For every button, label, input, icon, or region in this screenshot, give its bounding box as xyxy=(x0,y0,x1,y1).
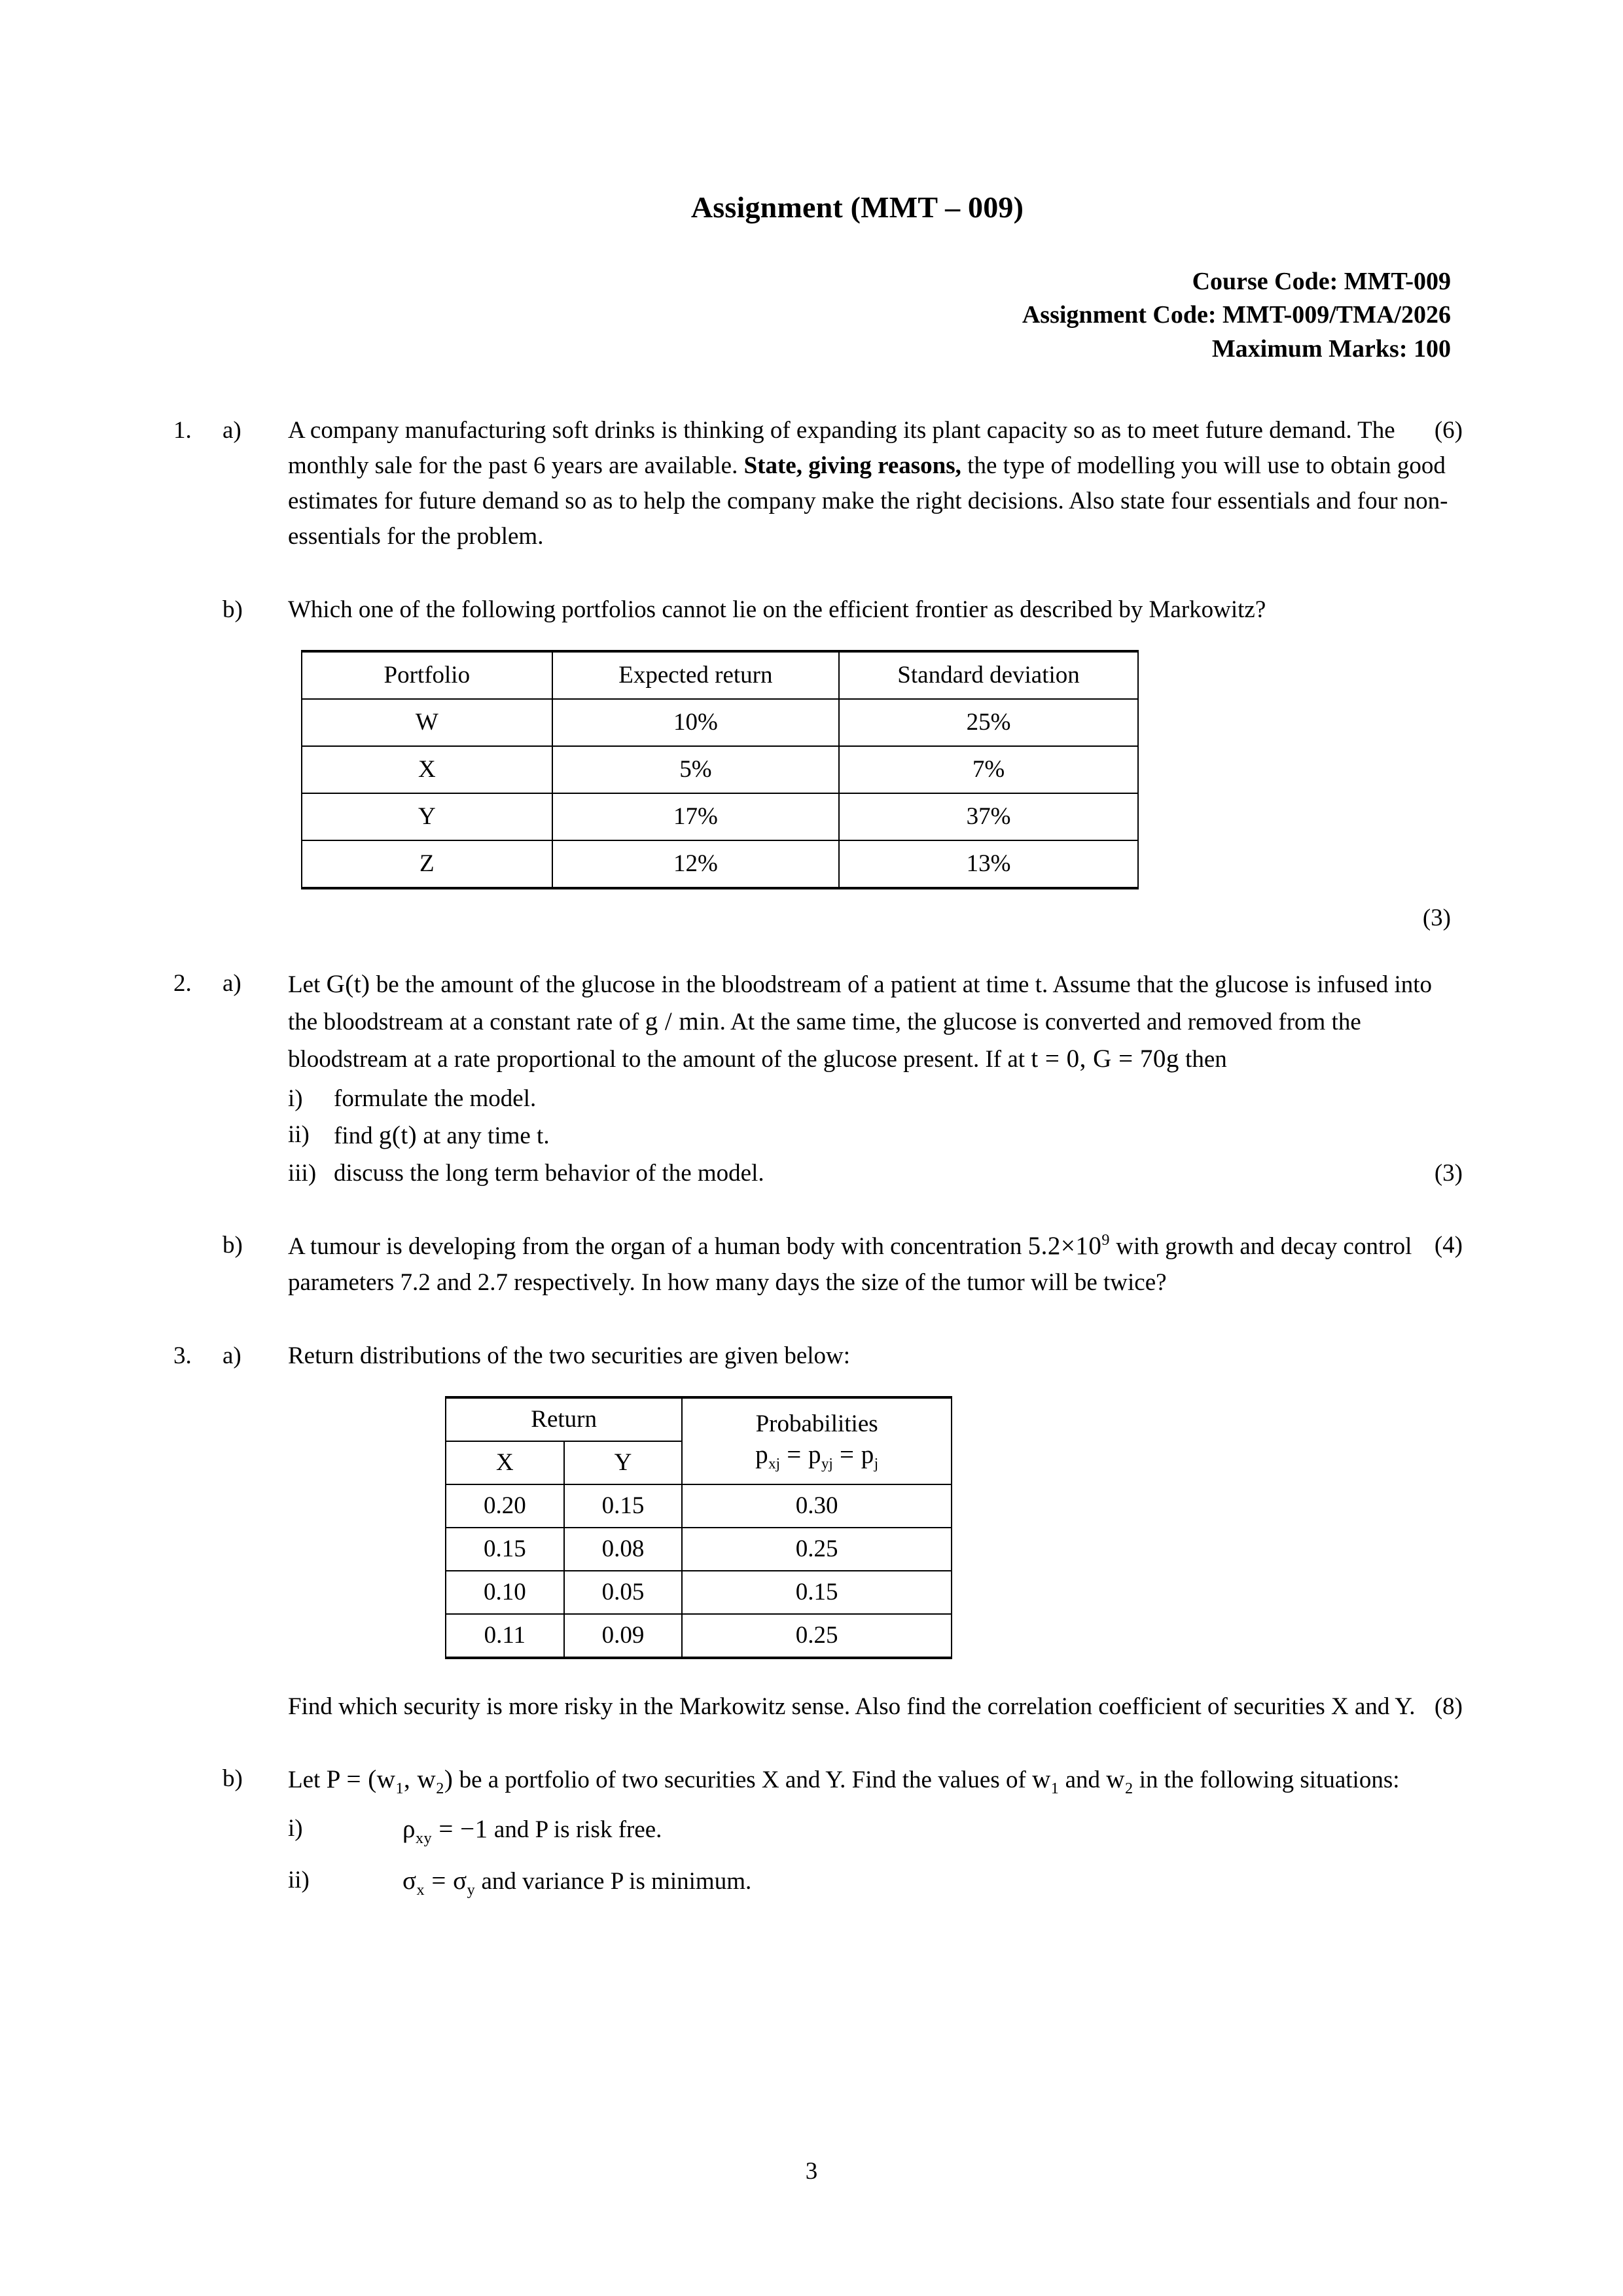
table-header-row xyxy=(302,651,1138,699)
cell-portfolio: X xyxy=(302,746,552,793)
math-sigma-y-subscript: y xyxy=(467,1881,476,1899)
table-row xyxy=(446,1528,952,1571)
math-g-of-t: g(t) xyxy=(378,1121,418,1150)
cell-return-x: 0.10 xyxy=(446,1571,564,1614)
question-letter: b) xyxy=(223,596,243,623)
cell-standard-deviation: 13% xyxy=(839,840,1138,888)
question-text-part-1: Let xyxy=(288,1767,327,1794)
table-row xyxy=(302,746,1138,793)
table-group-header-row xyxy=(446,1397,952,1441)
cell-portfolio: Z xyxy=(302,840,552,888)
page-number: 3 xyxy=(805,2158,818,2185)
question-text xyxy=(288,592,1463,628)
portfolio-table-wrapper xyxy=(173,650,1463,932)
course-code: Course Code: MMT-009 xyxy=(1192,268,1451,295)
question-text-part-3: and xyxy=(1059,1767,1107,1794)
math-sigma-y-symbol: = σ xyxy=(425,1867,467,1895)
math-rho-symbol: ρ xyxy=(402,1815,416,1844)
sub-item-label: i) xyxy=(288,1085,303,1112)
table-row xyxy=(446,1571,952,1614)
math-rho-subscript: xy xyxy=(415,1829,433,1848)
prob-formula-sub-j: j xyxy=(874,1455,879,1472)
sub-item-text xyxy=(402,1862,1463,1902)
question-3b xyxy=(173,1761,1463,1902)
question-letter: b) xyxy=(223,1232,243,1259)
cell-standard-deviation: 25% xyxy=(839,699,1138,746)
cell-portfolio: Y xyxy=(302,793,552,840)
cell-expected-return: 5% xyxy=(552,746,839,793)
cell-return-x: 0.20 xyxy=(446,1484,564,1528)
math-w2-sub: 2 xyxy=(1124,1780,1133,1798)
sub-item-list xyxy=(288,1810,1463,1902)
cell-portfolio: W xyxy=(302,699,552,746)
question-number: 2. xyxy=(173,969,192,997)
sub-item-i xyxy=(288,1810,1463,1850)
assignment-meta xyxy=(173,265,1463,366)
page-content xyxy=(173,190,1463,1903)
math-concentration xyxy=(1028,1232,1110,1260)
sub-item-label: ii) xyxy=(288,1121,310,1149)
sub-item-text-post: at any time t. xyxy=(417,1122,550,1150)
math-sigma-equality xyxy=(402,1867,476,1899)
sub-item-i xyxy=(288,1081,1463,1117)
sub-item-list xyxy=(288,1081,1463,1192)
cell-return-x: 0.15 xyxy=(446,1528,564,1571)
sub-item-text-body: and P is risk free. xyxy=(488,1816,662,1844)
column-header-probabilities-label: Probabilities xyxy=(755,1410,878,1438)
question-text-body: Find which security is more risky in the Markowitz sense. Also find the correlation coefficient of securities X and Y. xyxy=(288,1693,1416,1721)
marks-value: (8) xyxy=(1434,1693,1463,1721)
column-header-expected-return: Expected return xyxy=(552,651,839,699)
sub-item-label: ii) xyxy=(288,1867,310,1894)
table-row xyxy=(302,793,1138,840)
column-header-standard-deviation: Standard deviation xyxy=(839,651,1138,699)
cell-return-x: 0.11 xyxy=(446,1614,564,1658)
math-P-open: P = (w xyxy=(326,1765,396,1794)
question-text xyxy=(288,1228,1463,1300)
question-letter: b) xyxy=(223,1765,243,1793)
cell-standard-deviation: 37% xyxy=(839,793,1138,840)
math-w1-base: w xyxy=(1032,1765,1051,1794)
question-text-part-3: . At the same time, the glucose is converted and removed from the bloodstream at a rate proportional to the amount of the glucose present. If at xyxy=(288,1008,1361,1073)
math-w2-base: w xyxy=(1106,1765,1125,1794)
column-header-probabilities xyxy=(682,1397,952,1484)
math-w2-subscript: 2 xyxy=(436,1780,444,1798)
question-letter: a) xyxy=(223,416,241,444)
sub-item-text: formulate the model. xyxy=(334,1085,537,1112)
probability-formula xyxy=(689,1439,944,1473)
sub-item-label: iii) xyxy=(288,1159,317,1187)
sub-item-text-body: discuss the long term behavior of the model. xyxy=(334,1159,764,1187)
math-portfolio-def xyxy=(326,1765,454,1798)
math-g-per-min: g / min xyxy=(645,1007,720,1035)
math-w1-subscript: 1 xyxy=(395,1780,404,1798)
assignment-code: Assignment Code: MMT-009/TMA/2026 xyxy=(1022,301,1451,329)
question-text-part-2: with growth and decay control parameters 7.2 and 2.7 respectively. In how many days the size of the tumor will be twice? xyxy=(288,1233,1412,1297)
sub-item-label: i) xyxy=(288,1815,303,1842)
sub-item-text xyxy=(402,1810,1463,1850)
question-text xyxy=(288,413,1463,554)
column-header-portfolio: Portfolio xyxy=(302,651,552,699)
math-w1 xyxy=(1032,1765,1060,1798)
cell-return-y: 0.15 xyxy=(564,1484,683,1528)
marks-value: (6) xyxy=(1434,416,1463,444)
math-sigma-x-symbol: σ xyxy=(402,1867,417,1895)
question-text-part-4: in the following situations: xyxy=(1133,1767,1400,1794)
question-letter: a) xyxy=(223,1342,241,1370)
question-3a-continued xyxy=(173,1689,1463,1725)
question-text-emphasis: State, giving reasons, xyxy=(743,452,961,479)
math-close-paren: ) xyxy=(444,1765,454,1794)
marks-value: (3) xyxy=(1422,904,1451,931)
cell-probability: 0.25 xyxy=(682,1528,952,1571)
question-text-part-1: Let xyxy=(288,971,327,998)
return-table-wrapper xyxy=(173,1396,1463,1659)
sub-item-text xyxy=(334,1155,1463,1192)
column-header-y: Y xyxy=(564,1441,683,1484)
sub-item-iii xyxy=(288,1155,1463,1192)
question-number: 3. xyxy=(173,1342,192,1370)
prob-formula-p1: p xyxy=(755,1441,769,1469)
question-1a xyxy=(173,413,1463,554)
question-text-part-2: be the amount of the glucose in the bloodstream of a patient at time t. Assume that the glucose is infused into the bloodstream at a constant rate of xyxy=(288,971,1433,1035)
math-rho-xy xyxy=(402,1815,488,1848)
table-row xyxy=(302,840,1138,888)
question-2a xyxy=(173,966,1463,1191)
question-2b xyxy=(173,1228,1463,1300)
table-row xyxy=(302,699,1138,746)
question-text-body: Which one of the following portfolios cannot lie on the efficient frontier as described by Markowitz? xyxy=(288,596,1266,623)
table-row xyxy=(446,1614,952,1658)
sub-item-ii xyxy=(288,1117,1463,1155)
question-text xyxy=(288,1761,1463,1902)
math-w2 xyxy=(1106,1765,1133,1798)
math-w1-sub: 1 xyxy=(1050,1780,1060,1798)
sub-item-text xyxy=(334,1117,1463,1155)
table-row xyxy=(446,1484,952,1528)
math-G-of-t: G(t) xyxy=(326,969,370,998)
question-text-body: Return distributions of the two securities are given below: xyxy=(288,1342,851,1370)
math-concentration-base: 5.2×10 xyxy=(1027,1232,1102,1261)
marks-value: (3) xyxy=(1434,1159,1463,1187)
sub-item-ii xyxy=(288,1862,1463,1902)
page-title: Assignment (MMT – 009) xyxy=(690,190,1024,224)
prob-formula-eq2: = p xyxy=(832,1441,874,1469)
return-distribution-table xyxy=(445,1396,952,1659)
math-exponent: 9 xyxy=(1101,1231,1111,1249)
sub-item-text-body: and variance P is minimum. xyxy=(475,1868,752,1895)
column-header-x: X xyxy=(446,1441,564,1484)
math-sigma-x-subscript: x xyxy=(416,1881,425,1899)
column-header-return: Return xyxy=(446,1397,682,1441)
math-mid: , w xyxy=(404,1765,437,1794)
math-rho-value: = −1 xyxy=(432,1815,488,1844)
cell-expected-return: 10% xyxy=(552,699,839,746)
question-letter: a) xyxy=(223,969,241,997)
question-text-part-1: A company manufacturing soft drinks is thinking of expanding its plant capacity so as to meet future demand. The monthly sale for the past 6 years are available. xyxy=(288,416,1395,479)
cell-return-y: 0.05 xyxy=(564,1571,683,1614)
marks-value: (4) xyxy=(1434,1232,1463,1259)
cell-expected-return: 17% xyxy=(552,793,839,840)
question-text xyxy=(288,1338,1463,1374)
cell-return-y: 0.09 xyxy=(564,1614,683,1658)
prob-formula-sub-xj: xj xyxy=(768,1455,780,1472)
question-1b xyxy=(173,592,1463,628)
cell-probability: 0.30 xyxy=(682,1484,952,1528)
question-text-part-4: then xyxy=(1179,1045,1227,1073)
sub-item-text-pre: find xyxy=(334,1122,379,1150)
cell-probability: 0.15 xyxy=(682,1571,952,1614)
question-text-part-2: the type of modelling you will use to obtain good estimates for future demand so as to help the company make the right decisions. Also state four essentials and four non-essentials for the problem. xyxy=(288,452,1448,550)
maximum-marks: Maximum Marks: 100 xyxy=(1211,334,1451,363)
question-text xyxy=(288,966,1463,1191)
cell-standard-deviation: 7% xyxy=(839,746,1138,793)
question-text-part-2: be a portfolio of two securities X and Y. Find the values of xyxy=(453,1767,1033,1794)
cell-return-y: 0.08 xyxy=(564,1528,683,1571)
question-text xyxy=(288,1689,1463,1725)
question-3a xyxy=(173,1338,1463,1374)
question-text-part-1: A tumour is developing from the organ of a human body with concentration xyxy=(288,1233,1028,1261)
portfolio-table xyxy=(301,650,1139,889)
math-initial-condition: t = 0, G = 70g xyxy=(1031,1044,1179,1073)
cell-expected-return: 12% xyxy=(552,840,839,888)
prob-formula-sub-yj: yj xyxy=(821,1455,833,1472)
cell-probability: 0.25 xyxy=(682,1614,952,1658)
prob-formula-eq1: = p xyxy=(779,1441,821,1469)
question-number: 1. xyxy=(173,416,192,444)
